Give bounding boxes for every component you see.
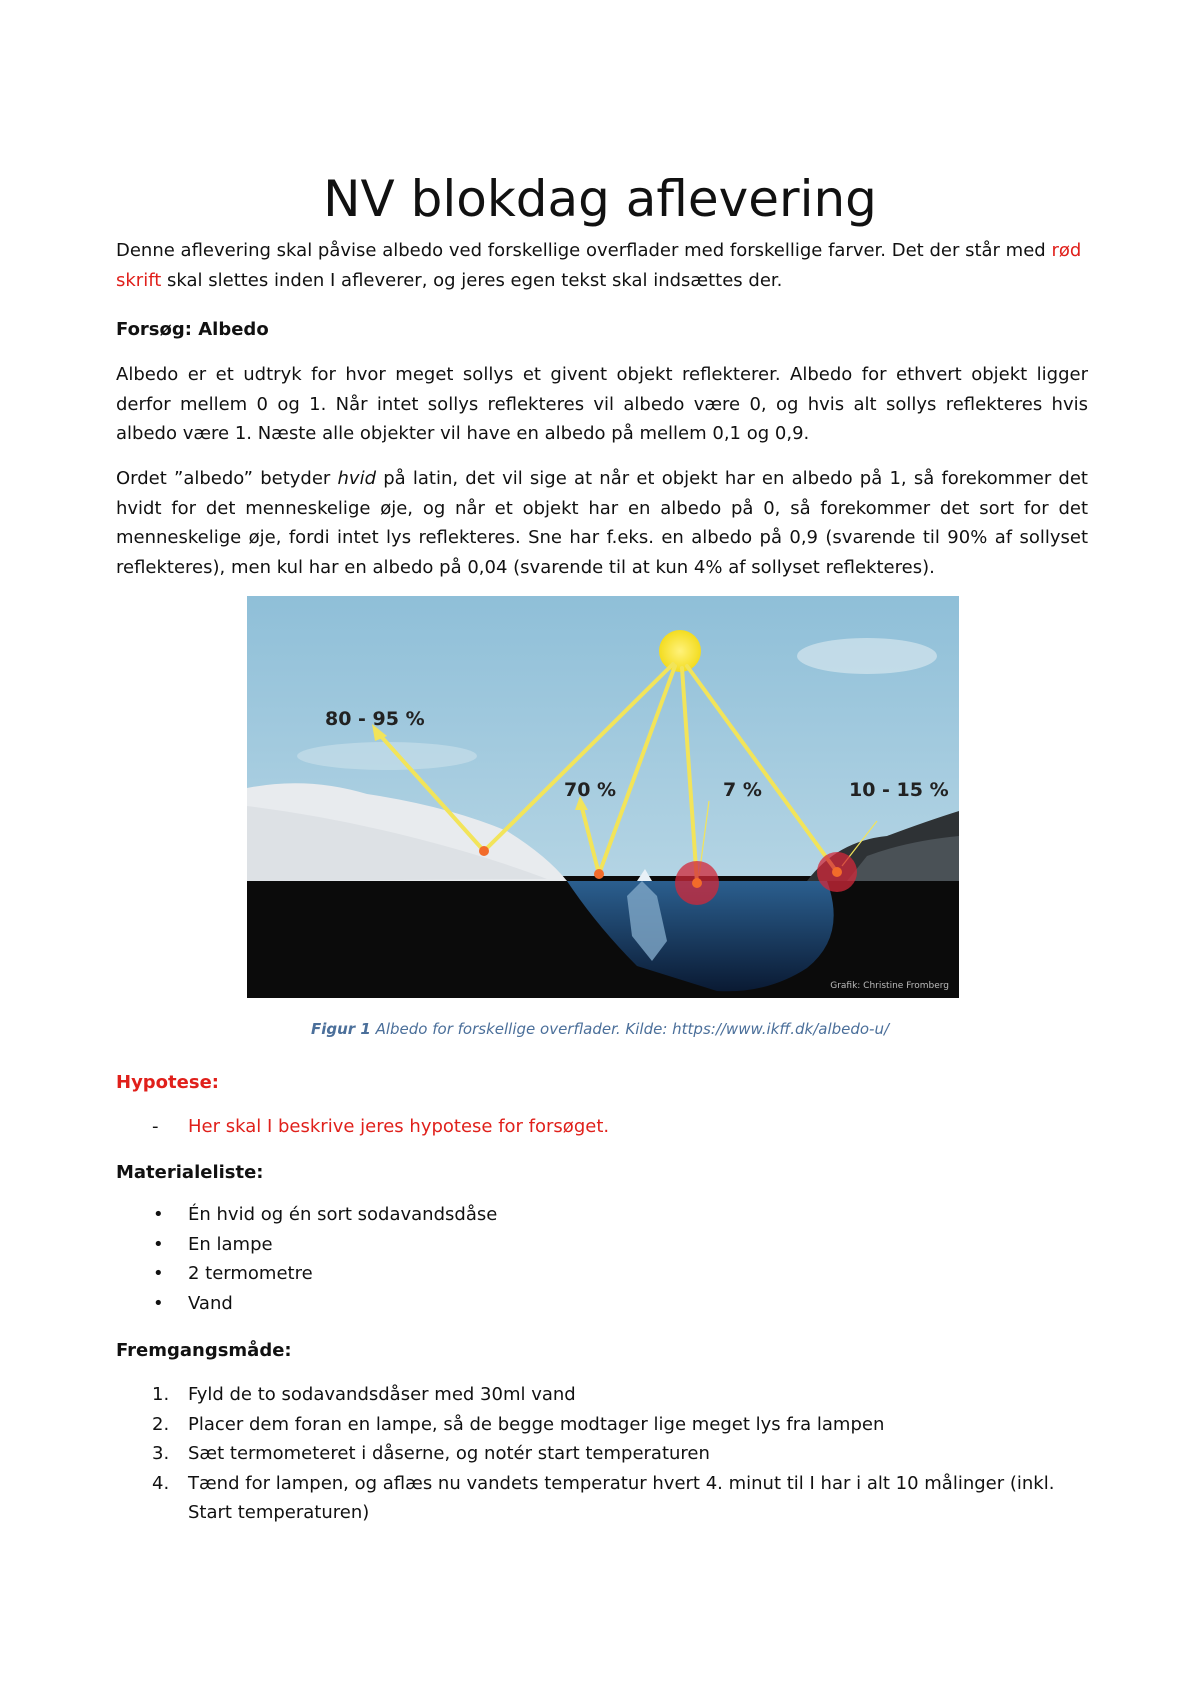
section-heading-forsog: Forsøg: Albedo (116, 319, 269, 340)
para2-text-b: på latin, det vil sige at når et objekt har en albedo på 1, så forekommer det hvidt for det menneskelige øje, og når et objekt har en albedo på 0, så forekommer det sort for det menneskelige øje, fordi intet lys reflekteres. Sne har f.eks. en albedo på 0,9 (svarende til 90% af sollyset reflekteres), men kul har en albedo på 0,04 (svarende til at kun 4% af sollyset reflekteres). (116, 468, 1088, 578)
list-item: 4. Tænd for lampen, og aflæs nu vandets temperatur hvert 4. minut til I har i alt 10 målinger (inkl. Start temperaturen) (116, 1469, 1088, 1528)
para2-italic: hvid (337, 468, 377, 489)
bullet-marker: • (153, 1233, 164, 1255)
fremgangsmaade-heading: Fremgangsmåde: (116, 1340, 292, 1361)
para2-text-a: Ordet ”albedo” betyder (116, 468, 338, 489)
materialeliste-heading: Materialeliste: (116, 1162, 264, 1183)
intro-text-1: Denne aflevering skal påvise albedo ved forskellige overflader med forskellige farver. Det der står med (116, 240, 1052, 261)
label-80-95: 80 - 95 % (325, 708, 425, 730)
list-item: • 2 termometre (116, 1259, 1088, 1289)
hit-point-ice (594, 869, 604, 879)
caption-text: Albedo for forskellige overflader. Kilde: https://www.ikff.dk/albedo-u/ (370, 1020, 890, 1038)
list-item: 2. Placer dem foran en lampe, så de begge modtager lige meget lys fra lampen (116, 1410, 1088, 1440)
list-item: 3. Sæt termometeret i dåserne, og notér start temperaturen (116, 1439, 1088, 1469)
figure-caption (0, 1020, 1200, 1038)
hit-point-snow (479, 846, 489, 856)
fremgangsmaade-list (116, 1380, 1088, 1528)
number-marker: 3. (152, 1443, 170, 1465)
intro-text-2: skal slettes inden I afleverer, og jeres egen tekst skal indsættes der. (161, 269, 783, 291)
figure-credit: Grafik: Christine Fromberg (830, 981, 949, 991)
dash-marker: - (152, 1116, 159, 1137)
albedo-definition-paragraph: Albedo er et udtryk for hvor meget sollys et givent objekt reflekterer. Albedo for ethvert objekt ligger derfor mellem 0 og 1. Når intet sollys reflekteres vil albedo være 0, og hvis alt sollys reflekteres hvis albedo være 1. Næste alle objekter vil have en albedo på mellem 0,1 og 0,9. (116, 364, 1088, 445)
hypotese-heading: Hypotese: (116, 1072, 219, 1093)
number-marker: 2. (152, 1413, 170, 1435)
number-marker: 4. (152, 1472, 170, 1494)
list-item: • Vand (116, 1289, 1088, 1319)
hypotese-item (116, 1112, 1088, 1142)
cloud (297, 742, 477, 770)
label-70: 70 % (564, 779, 617, 801)
intro-paragraph (116, 236, 1088, 295)
number-marker: 1. (152, 1384, 170, 1405)
cloud (797, 638, 937, 674)
caption-label: Figur 1 (310, 1020, 371, 1038)
list-item: • En lampe (116, 1230, 1088, 1260)
materialeliste-list (116, 1200, 1088, 1318)
bullet-marker: • (153, 1263, 164, 1285)
albedo-illustration (247, 596, 959, 998)
label-7: 7 % (723, 779, 762, 801)
label-10-15: 10 - 15 % (849, 779, 949, 801)
albedo-figure (247, 596, 959, 998)
sun (659, 630, 701, 672)
bullet-marker: • (153, 1292, 164, 1314)
list-item: 1. Fyld de to sodavandsdåser med 30ml vand (116, 1380, 1088, 1410)
albedo-meaning-paragraph (116, 464, 1088, 582)
bullet-marker: • (153, 1204, 164, 1225)
list-item: • Én hvid og én sort sodavandsdåse (116, 1200, 1088, 1230)
intro-red-text: rød skrift (116, 240, 1082, 291)
hypotese-text: Her skal I beskrive jeres hypotese for forsøget. (188, 1116, 610, 1137)
page-title: NV blokdag aflevering (323, 170, 877, 228)
